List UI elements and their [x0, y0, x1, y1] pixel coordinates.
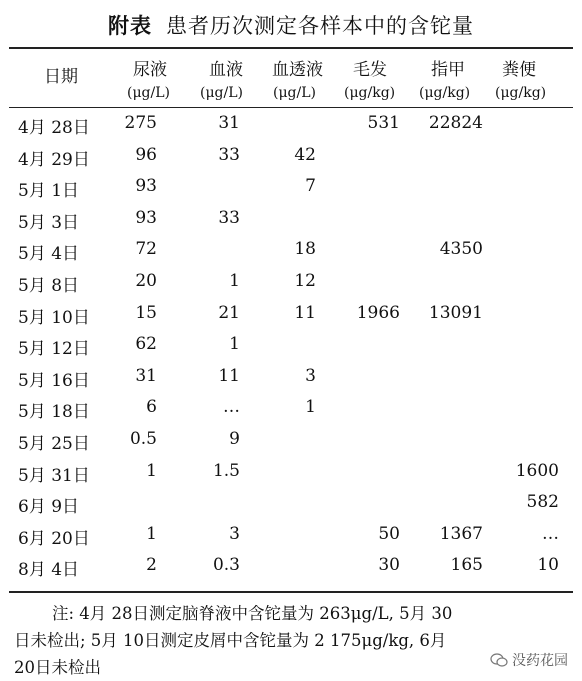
cell-nail: 165	[450, 555, 483, 576]
cell-hair: 30	[378, 555, 400, 576]
unit-feces: (μg/kg)	[495, 85, 547, 101]
cell-date: 5月 16日	[18, 370, 90, 391]
cell-feces: 10	[537, 555, 559, 576]
unit-blood: (μg/L)	[200, 85, 243, 101]
cell-urine: 72	[135, 239, 157, 260]
cell-date: 5月 4日	[18, 244, 80, 265]
table-row	[0, 113, 582, 143]
cell-date: 5月 3日	[18, 212, 80, 233]
table-row	[0, 461, 582, 491]
cell-dialysate: 18	[294, 239, 316, 260]
cell-urine: 0.5	[129, 429, 157, 449]
cell-dialysate: 3	[305, 365, 316, 386]
table-row	[0, 524, 582, 554]
cell-urine: 6	[146, 397, 157, 418]
cell-blood: 11	[218, 365, 240, 386]
cell-urine: 1	[146, 460, 157, 481]
cell-blood: 0.3	[212, 555, 240, 576]
cell-blood: 9	[229, 429, 240, 449]
cell-hair: 531	[367, 113, 400, 133]
cell-urine: 20	[135, 271, 157, 291]
cell-hair: 1966	[356, 302, 400, 323]
cell-dialysate: 12	[294, 271, 316, 291]
cell-feces: 1600	[515, 460, 559, 481]
cell-blood: 1.5	[212, 460, 240, 481]
cell-date: 6月 20日	[18, 528, 90, 549]
cell-urine: 31	[135, 365, 157, 386]
table-row	[0, 145, 582, 175]
cell-nail: 13091	[428, 302, 483, 323]
cell-nail: 22824	[428, 113, 483, 133]
bottom-rule	[9, 591, 573, 593]
table-row	[0, 271, 582, 301]
header-date: 日期	[44, 67, 78, 87]
cell-date: 4月 29日	[18, 149, 90, 170]
cell-urine: 93	[135, 176, 157, 197]
top-rule	[9, 47, 573, 49]
title-lead: 附表	[108, 13, 152, 38]
cell-urine: 1	[146, 523, 157, 544]
header-feces: 粪便	[502, 60, 536, 80]
header-hair: 毛发	[353, 60, 387, 80]
cell-blood: 33	[218, 207, 240, 228]
cell-nail: 4350	[439, 239, 483, 260]
cell-date: 8月 4日	[18, 560, 80, 581]
cell-hair: 50	[378, 523, 400, 544]
table-row	[0, 208, 582, 238]
header-rule	[9, 107, 573, 108]
unit-hair: (μg/kg)	[344, 85, 396, 101]
cell-blood: 3	[229, 523, 240, 544]
table-row	[0, 555, 582, 585]
cell-dialysate: 1	[305, 397, 316, 418]
watermark-text: 没药花园	[512, 653, 568, 669]
cell-blood: 31	[218, 113, 240, 133]
cell-urine: 15	[135, 302, 157, 323]
header-nail: 指甲	[431, 60, 465, 80]
cell-blood: 21	[218, 302, 240, 323]
cell-urine: 2	[146, 555, 157, 576]
cell-date: 5月 31日	[18, 465, 90, 486]
cell-urine: 275	[124, 113, 157, 133]
cell-date: 4月 28日	[18, 118, 90, 138]
unit-dialysate: (μg/L)	[273, 85, 316, 101]
cell-feces: 582	[526, 492, 559, 513]
cell-date: 5月 8日	[18, 276, 80, 296]
cell-feces: …	[542, 523, 559, 544]
cell-urine: 93	[135, 207, 157, 228]
cell-blood: 1	[229, 334, 240, 355]
table-row	[0, 492, 582, 522]
cell-dialysate: 42	[294, 144, 316, 165]
table-row	[0, 239, 582, 269]
table-title	[0, 10, 582, 40]
watermark	[490, 650, 568, 670]
cell-blood: 1	[229, 271, 240, 291]
header-urine: 尿液	[133, 60, 167, 80]
unit-nail: (μg/kg)	[419, 85, 471, 101]
cell-date: 5月 10日	[18, 307, 90, 328]
cell-urine: 62	[135, 334, 157, 355]
note-line-2: 日未检出; 5月 10日测定皮屑中含铊量为 2 175μg/kg, 6月	[14, 631, 447, 650]
cell-date: 6月 9日	[18, 497, 80, 518]
cell-date: 5月 1日	[18, 181, 80, 202]
cell-urine: 96	[135, 144, 157, 165]
cell-blood: …	[223, 397, 240, 418]
cell-nail: 1367	[439, 523, 483, 544]
header-blood: 血液	[209, 60, 243, 80]
title-text: 患者历次测定各样本中的含铊量	[166, 14, 474, 38]
note-line-3: 20日未检出	[14, 658, 101, 677]
table-row	[0, 366, 582, 396]
table-row	[0, 397, 582, 427]
table-row	[0, 429, 582, 459]
cell-date: 5月 25日	[18, 434, 90, 454]
table-row	[0, 176, 582, 206]
wechat-icon	[490, 653, 508, 667]
cell-date: 5月 18日	[18, 402, 90, 423]
cell-dialysate: 11	[294, 302, 316, 323]
table-row	[0, 303, 582, 333]
cell-date: 5月 12日	[18, 339, 90, 360]
cell-blood: 33	[218, 144, 240, 165]
unit-urine: (μg/L)	[127, 85, 170, 101]
table-row	[0, 334, 582, 364]
note-line-1: 注: 4月 28日测定脑脊液中含铊量为 263μg/L, 5月 30	[52, 604, 453, 623]
header-dialysate: 血透液	[272, 60, 323, 80]
cell-dialysate: 7	[305, 176, 316, 197]
